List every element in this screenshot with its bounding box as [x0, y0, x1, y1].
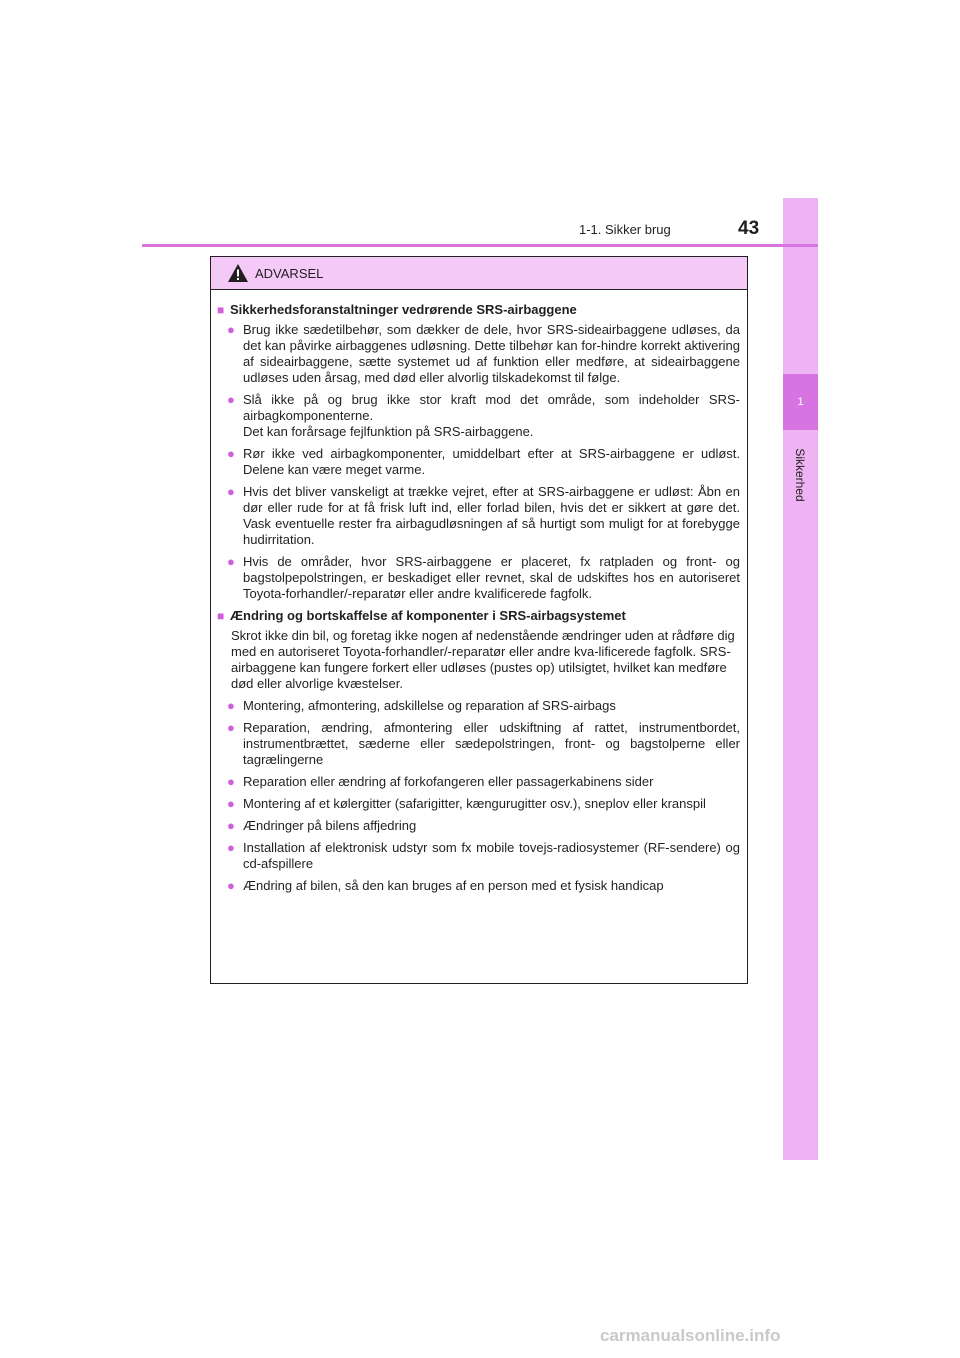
circle-bullet-icon: ● [227, 446, 235, 461]
list-item-line: Det kan forårsage fejlfunktion på SRS-airbaggene. [243, 424, 534, 439]
list-item-text: Montering af et kølergitter (safarigitter, kængurugitter osv.), sneplov eller kranspil [243, 796, 706, 811]
warning-header [211, 257, 747, 290]
list-item [217, 774, 741, 790]
section-heading [217, 608, 741, 624]
chapter-label-text: Sikkerhed [793, 448, 807, 502]
list-item [217, 554, 741, 602]
circle-bullet-icon: ● [227, 392, 235, 407]
list-item [217, 818, 741, 834]
chapter-number-tab: 1 [783, 374, 818, 430]
chapter-label [775, 440, 825, 510]
circle-bullet-icon: ● [227, 818, 235, 833]
list-item [217, 796, 741, 812]
list-item [217, 484, 741, 548]
list-item-text: Brug ikke sædetilbehør, som dækker de dele, hvor SRS-sideairbaggene udløses, da det kan påvirke airbaggenes udløsning. Dette tilbehør kan for-hindre korrekt aktivering af sideairbaggene, sætte systemet ud af funktion eller medføre, at sideairbaggene udløses uden årsag, med død eller alvorlig tilskadekomst til følge. [243, 322, 740, 385]
circle-bullet-icon: ● [227, 774, 235, 789]
circle-bullet-icon: ● [227, 840, 235, 855]
section-heading-text: Sikkerhedsforanstaltninger vedrørende SRS-airbaggene [230, 302, 577, 317]
list-item-text: Montering, afmontering, adskillelse og reparation af SRS-airbags [243, 698, 616, 713]
chapter-side-tab [783, 198, 818, 1160]
list-item-text: Reparation eller ændring af forkofangeren eller passagerkabinens sider [243, 774, 654, 789]
page-number: 43 [738, 218, 760, 239]
circle-bullet-icon: ● [227, 720, 235, 735]
circle-bullet-icon: ● [227, 698, 235, 713]
warning-title: ADVARSEL [255, 265, 324, 281]
circle-bullet-icon: ● [227, 322, 235, 337]
list-item [217, 878, 741, 894]
circle-bullet-icon: ● [227, 878, 235, 893]
list-item [217, 322, 741, 386]
list-item-text: Reparation, ændring, afmontering eller udskiftning af rattet, instrumentbordet, instrumentbrættet, sæderne eller sædepolstringen, front- og bagstolperne eller tagrælingerne [243, 720, 740, 767]
warning-triangle-icon [227, 263, 249, 283]
section-heading-text: Ændring og bortskaffelse af komponenter i SRS-airbagsystemet [230, 608, 626, 623]
list-item [217, 840, 741, 872]
square-bullet-icon: ■ [217, 303, 225, 317]
warning-box [210, 256, 748, 984]
list-item [217, 446, 741, 478]
list-item [217, 392, 741, 440]
circle-bullet-icon: ● [227, 484, 235, 499]
circle-bullet-icon: ● [227, 554, 235, 569]
header-divider [142, 244, 818, 247]
list-item-text: Installation af elektronisk udstyr som fx mobile tovejs-radiosystemer (RF-sendere) og cd-afspillere [243, 840, 740, 871]
list-item-text: Ændringer på bilens affjedring [243, 818, 417, 833]
list-item-text: Rør ikke ved airbagkomponenter, umiddelbart efter at SRS-airbaggene er udløst. Delene kan være meget varme. [243, 446, 740, 477]
section-heading [217, 302, 741, 318]
warning-body [211, 290, 747, 894]
list-item-text [243, 392, 741, 440]
square-bullet-icon: ■ [217, 609, 225, 623]
list-item [217, 698, 741, 714]
list-item-text: Ændring af bilen, så den kan bruges af en person med et fysisk handicap [243, 878, 664, 893]
section-intro: Skrot ikke din bil, og foretag ikke nogen af nedenstående ændringer uden at rådføre dig med en autoriseret Toyota-forhandler/-reparatør eller andre kva-lificerede fagfolk. SRS-airbaggene kan fungere forkert eller udløses (pustes op) utilsigtet, hvilket kan medføre død eller alvorlige kvæstelser. [231, 628, 735, 691]
list-item-line: Slå ikke på og brug ikke stor kraft mod det område, som indeholder SRS-airbagkomponenterne. [243, 392, 740, 423]
list-item-text: Hvis de områder, hvor SRS-airbaggene er placeret, fx ratpladen og front- og bagstolpepolstringen, er beskadiget eller revnet, skal de udskiftes hos en autoriseret Toyota-forhandler/-reparatør eller andre kvalificerede fagfolk. [243, 554, 740, 601]
watermark-link[interactable]: carmanualsonline.info [600, 1326, 781, 1345]
section-title: 1-1. Sikker brug [579, 222, 671, 237]
circle-bullet-icon: ● [227, 796, 235, 811]
list-item-text: Hvis det bliver vanskeligt at trække vejret, efter at SRS-airbaggene er udløst: Åbn en dør eller rude for at få frisk luft ind, eller forlad bilen, hvis det er sikkert at gøre det. Vask eventuelle rester fra airbagudløsningen af så hurtigt som muligt for at forebygge hudirritation. [243, 484, 740, 547]
list-item [217, 720, 741, 768]
